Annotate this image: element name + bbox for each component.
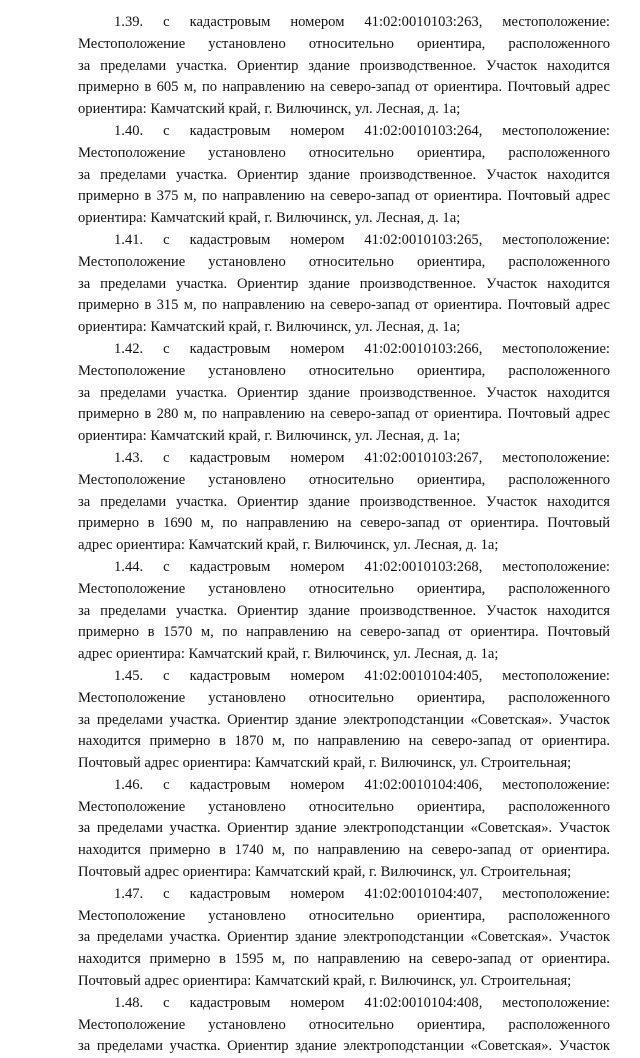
text-line: 1.48. с кадастровым номером 41:02:0010104:408, местоположение: bbox=[114, 994, 610, 1011]
text-line: находится примерно в 1870 м, по направлению на северо-запад от ориентира. bbox=[78, 733, 610, 750]
text-line: 1.42. с кадастровым номером 41:02:0010103:266, местоположение: bbox=[114, 340, 610, 357]
paragraph-1-44 bbox=[78, 557, 610, 666]
text-line: за пределами участка. Ориентир здание электроподстанции «Советская». Участок bbox=[78, 820, 610, 837]
text-line: Местоположение установлено относительно ориентира, расположенного bbox=[78, 144, 610, 161]
text-line: примерно в 375 м, по направлению на северо-запад от ориентира. Почтовый адрес bbox=[78, 188, 610, 205]
text-line: за пределами участка. Ориентир здание производственное. Участок находится bbox=[78, 166, 610, 183]
text-line: ориентира: Камчатский край, г. Вилючинск, ул. Лесная, д. 1а; bbox=[78, 101, 461, 118]
text-line: за пределами участка. Ориентир здание производственное. Участок находится bbox=[78, 275, 610, 292]
text-line: за пределами участка. Ориентир здание электроподстанции «Советская». Участок bbox=[78, 929, 610, 946]
text-line: 1.47. с кадастровым номером 41:02:0010104:407, местоположение: bbox=[114, 885, 610, 902]
text-line: за пределами участка. Ориентир здание электроподстанции «Советская». Участок bbox=[78, 711, 610, 728]
paragraph-1-41 bbox=[78, 230, 610, 339]
text-line: Местоположение установлено относительно ориентира, расположенного bbox=[78, 798, 610, 815]
text-line: 1.39. с кадастровым номером 41:02:0010103:263, местоположение: bbox=[114, 14, 610, 30]
text-line: ориентира: Камчатский край, г. Вилючинск, ул. Лесная, д. 1а; bbox=[78, 319, 461, 336]
text-line: примерно в 1690 м, по направлению на северо-запад от ориентира. Почтовый bbox=[78, 515, 610, 532]
text-line: адрес ориентира: Камчатский край, г. Вилючинск, ул. Лесная, д. 1а; bbox=[78, 537, 499, 554]
paragraph-1-42 bbox=[78, 339, 610, 448]
paragraph-1-48 bbox=[78, 993, 610, 1058]
text-line: за пределами участка. Ориентир здание производственное. Участок находится bbox=[78, 493, 610, 510]
text-line: Местоположение установлено относительно ориентира, расположенного bbox=[78, 580, 610, 597]
text-line: находится примерно в 1740 м, по направлению на северо-запад от ориентира. bbox=[78, 842, 610, 859]
text-line: Местоположение установлено относительно ориентира, расположенного bbox=[78, 362, 610, 379]
text-line: примерно в 280 м, по направлению на северо-запад от ориентира. Почтовый адрес bbox=[78, 406, 610, 423]
text-line: Местоположение установлено относительно ориентира, расположенного bbox=[78, 907, 610, 924]
text-line: 1.44. с кадастровым номером 41:02:0010103:268, местоположение: bbox=[114, 558, 610, 575]
text-line: ориентира: Камчатский край, г. Вилючинск, ул. Лесная, д. 1а; bbox=[78, 428, 461, 445]
text-line: 1.41. с кадастровым номером 41:02:0010103:265, местоположение: bbox=[114, 231, 610, 248]
text-line: адрес ориентира: Камчатский край, г. Вилючинск, ул. Лесная, д. 1а; bbox=[78, 646, 499, 663]
text-line: находится примерно в 1595 м, по направлению на северо-запад от ориентира. bbox=[78, 951, 610, 968]
text-line: 1.40. с кадастровым номером 41:02:0010103:264, местоположение: bbox=[114, 122, 610, 139]
text-line: примерно в 1570 м, по направлению на северо-запад от ориентира. Почтовый bbox=[78, 624, 610, 641]
text-line: ориентира: Камчатский край, г. Вилючинск, ул. Лесная, д. 1а; bbox=[78, 210, 461, 227]
text-line: Местоположение установлено относительно ориентира, расположенного bbox=[78, 471, 610, 488]
text-line: примерно в 315 м, по направлению на северо-запад от ориентира. Почтовый адрес bbox=[78, 297, 610, 314]
text-line: за пределами участка. Ориентир здание производственное. Участок находится bbox=[78, 384, 610, 401]
text-line: за пределами участка. Ориентир здание электроподстанции «Советская». Участок bbox=[78, 1038, 610, 1055]
text-line: 1.45. с кадастровым номером 41:02:0010104:405, местоположение: bbox=[114, 667, 610, 684]
text-line: за пределами участка. Ориентир здание производственное. Участок находится bbox=[78, 57, 610, 74]
text-line: Местоположение установлено относительно ориентира, расположенного bbox=[78, 1016, 610, 1033]
text-line: за пределами участка. Ориентир здание производственное. Участок находится bbox=[78, 602, 610, 619]
paragraph-1-43 bbox=[78, 448, 610, 557]
text-line: Местоположение установлено относительно ориентира, расположенного bbox=[78, 253, 610, 270]
text-line: Почтовый адрес ориентира: Камчатский край, г. Вилючинск, ул. Строительная; bbox=[78, 973, 572, 990]
paragraph-1-40 bbox=[78, 121, 610, 230]
paragraph-1-47 bbox=[78, 884, 610, 993]
text-line: 1.43. с кадастровым номером 41:02:0010103:267, местоположение: bbox=[114, 449, 610, 466]
text-line: Почтовый адрес ориентира: Камчатский край, г. Вилючинск, ул. Строительная; bbox=[78, 864, 572, 881]
text-line: Местоположение установлено относительно ориентира, расположенного bbox=[78, 689, 610, 706]
paragraph-1-45 bbox=[78, 666, 610, 775]
paragraph-1-46 bbox=[78, 775, 610, 884]
text-line: примерно в 605 м, по направлению на северо-запад от ориентира. Почтовый адрес bbox=[78, 79, 610, 96]
text-line: Местоположение установлено относительно ориентира, расположенного bbox=[78, 35, 610, 52]
document-body bbox=[78, 12, 610, 1058]
text-line: 1.46. с кадастровым номером 41:02:0010104:406, местоположение: bbox=[114, 776, 610, 793]
paragraph-1-39 bbox=[78, 12, 610, 121]
text-line: Почтовый адрес ориентира: Камчатский край, г. Вилючинск, ул. Строительная; bbox=[78, 755, 572, 772]
